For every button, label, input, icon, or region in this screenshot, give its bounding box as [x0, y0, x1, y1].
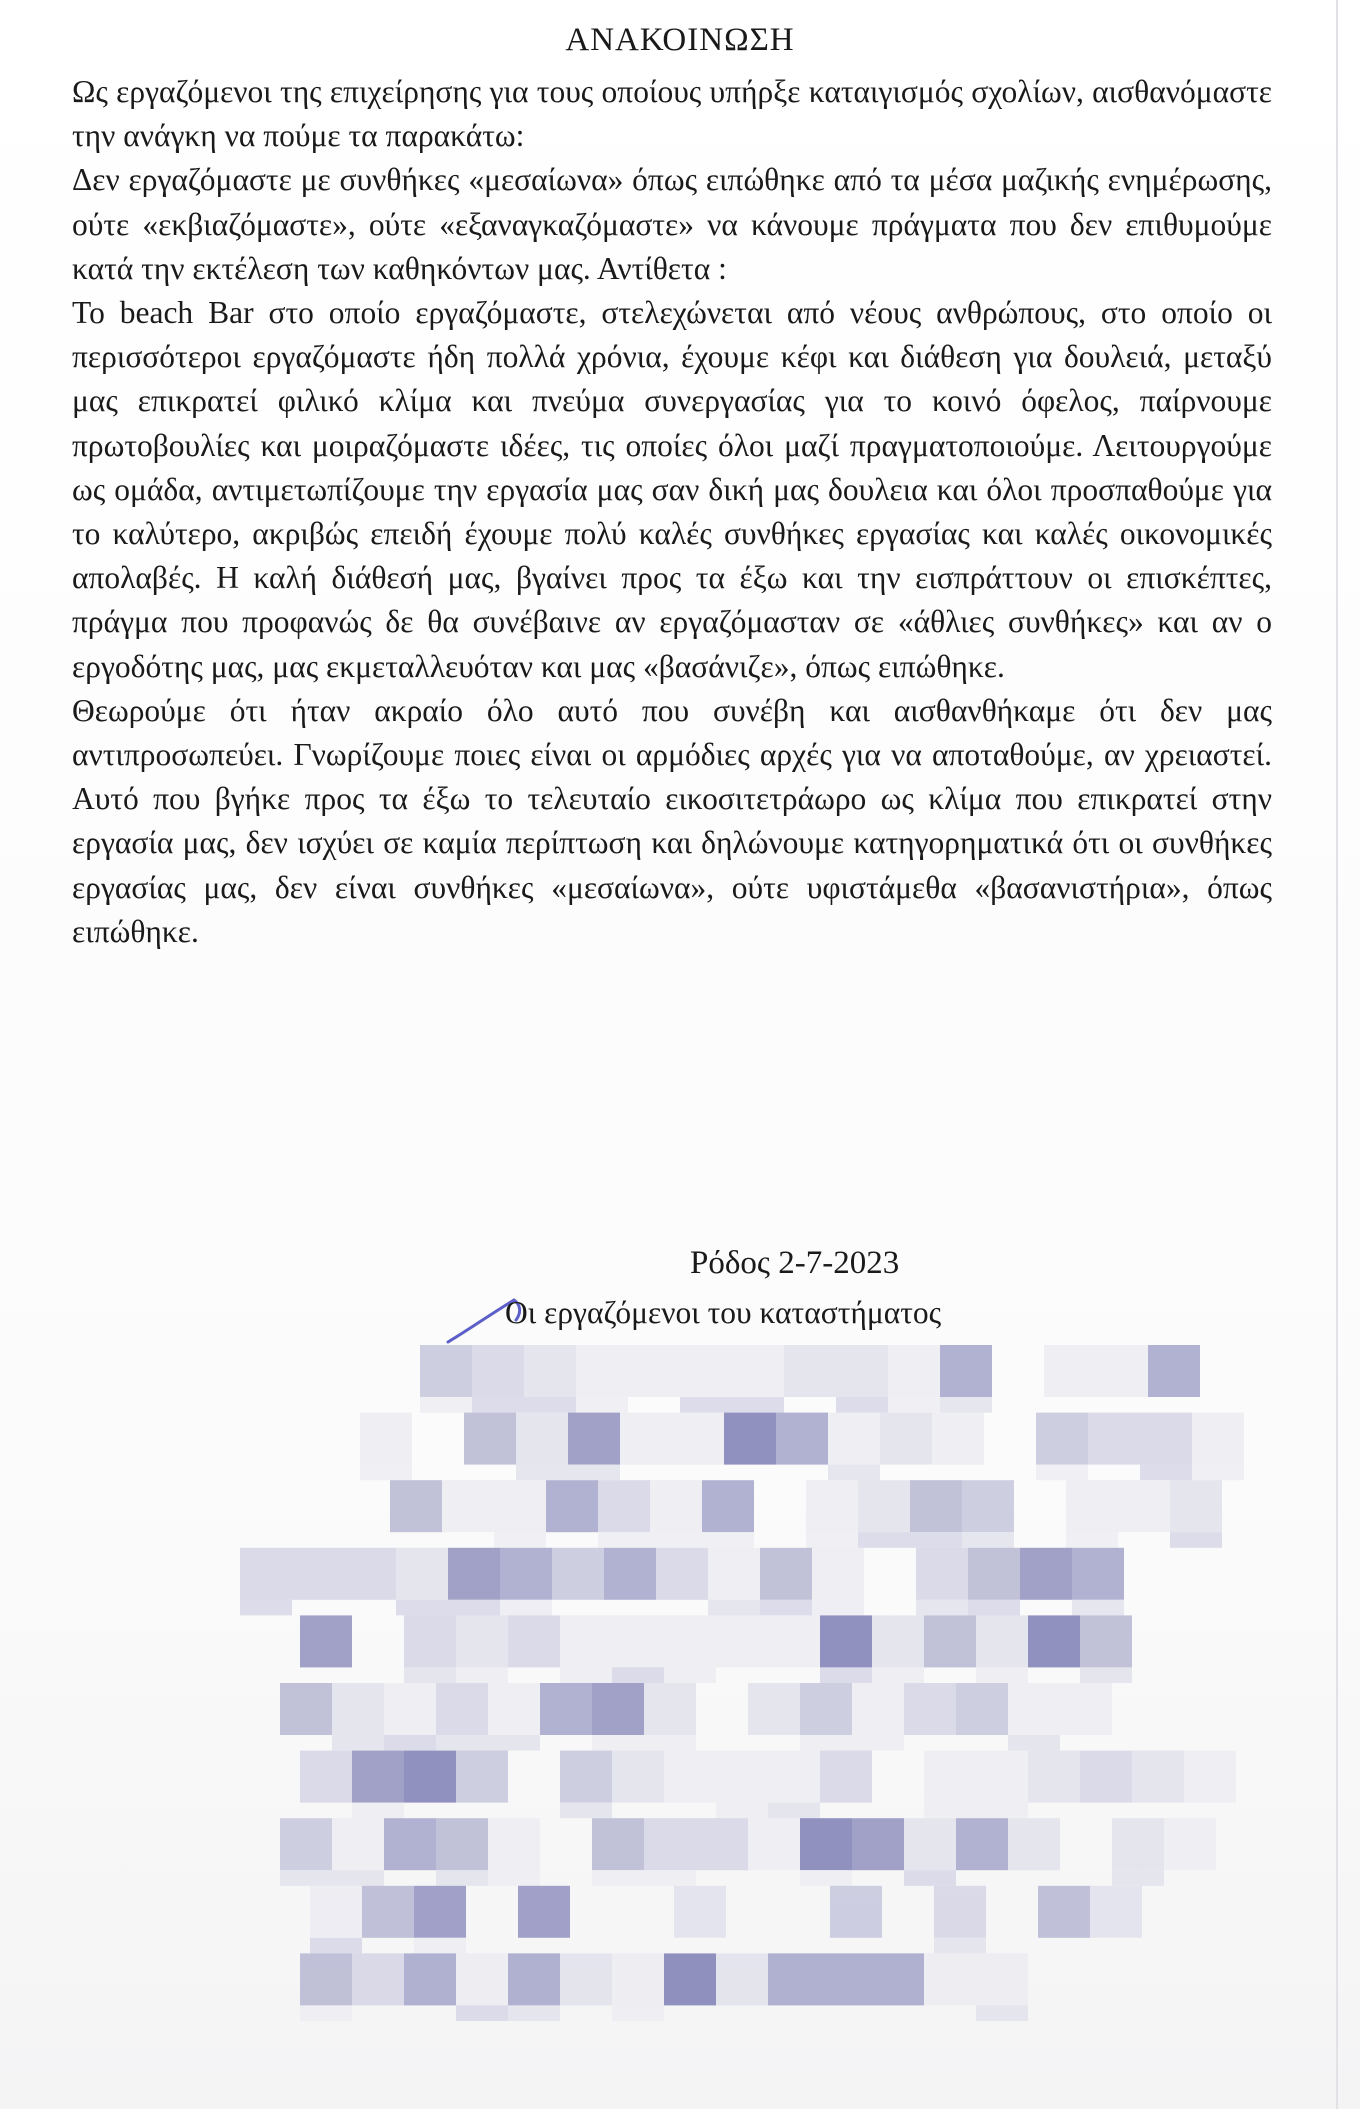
redaction-pixel	[768, 1751, 820, 1803]
redaction-pixel	[576, 1397, 628, 1413]
redaction-pixel	[472, 1345, 524, 1397]
redaction-pixel	[916, 1548, 968, 1600]
redaction-pixel	[716, 1803, 768, 1819]
redaction-pixel	[332, 1870, 384, 1886]
redaction-pixel	[956, 1683, 1008, 1735]
redaction-pixel	[576, 1345, 628, 1397]
redaction-pixel	[664, 1751, 716, 1803]
redaction-pixel	[880, 1413, 932, 1465]
paragraph-workplace: Το beach Bar στο οποίο εργαζόμαστε, στελεχώνεται από νέους ανθρώπους, στο οποίο οι περισσότεροι εργαζόμαστε ήδη πολλά χρόνια, έχουμε κέφι και διάθεση για δουλειά, μεταξύ μας επικρατεί φιλικό κλίμα και πνεύμα συνεργασίας για το κοινό όφελος, παίρνουμε πρωτοβουλίες και μοιραζόμαστε ιδέες, τις οποίες όλοι μαζί πραγματοποιούμε. Λειτουργούμε ως ομάδα, αντιμετωπίζουμε την εργασία μας σαν δική μας δουλεια και όλοι προσπαθούμε για το καλύτερο, ακριβώς επειδή έχουμε πολύ καλές συνθήκες εργασίας και καλές οικονομικές απολαβές. Η καλή διάθεσή μας, βγαίνει προς τα έξω και την εισπράττουν οι επισκέπτες, πράγμα που προφανώς δε θα συνέβαινε αν εργαζόμασταν σε «άθλιες συνθήκες» και αν ο εργοδότης μας, μας εκμεταλλευόταν και μας «βασάνιζε», όπως ειπώθηκε.	[72, 295, 1272, 684]
redaction-pixel	[516, 1413, 568, 1465]
redaction-pixel	[592, 1735, 644, 1751]
redaction-pixel	[500, 1548, 552, 1600]
redaction-pixel	[396, 1600, 448, 1616]
redaction-pixel	[442, 1480, 494, 1532]
redaction-pixel	[552, 1548, 604, 1600]
paragraph-intro: Ως εργαζόμενοι της επιχείρησης για τους οποίους υπήρξε καταιγισμός σχολίων, αισθανόμαστε την ανάγκη να πούμε τα παρακάτω:	[72, 74, 1272, 154]
redaction-pixel	[1096, 1345, 1148, 1397]
redaction-pixel	[1008, 1683, 1060, 1735]
redaction-pixel	[976, 2005, 1028, 2021]
redaction-pixel	[524, 1397, 576, 1413]
redaction-pixel	[628, 1345, 680, 1397]
notice-title: ΑΝΑΚΟΙΝΩΣΗ	[565, 22, 795, 58]
redaction-pixel	[1184, 1751, 1236, 1803]
redaction-pixel	[560, 1953, 612, 2005]
redaction-pixel	[488, 1870, 540, 1886]
redaction-pixel	[664, 1953, 716, 2005]
redaction-pixel	[674, 1886, 726, 1938]
redaction-pixel	[732, 1345, 784, 1397]
redaction-pixel	[500, 1600, 552, 1616]
redaction-pixel	[800, 1683, 852, 1735]
redaction-pixel	[384, 1683, 436, 1735]
redaction-pixel	[820, 1751, 872, 1803]
redaction-pixel	[1060, 1683, 1112, 1735]
redaction-pixel	[820, 1615, 872, 1667]
redaction-pixel	[656, 1548, 708, 1600]
redaction-pixel	[708, 1548, 760, 1600]
redaction-pixel	[300, 1751, 352, 1803]
redaction-pixel	[518, 1886, 570, 1938]
redaction-pixel	[360, 1465, 412, 1481]
redaction-pixel	[852, 1735, 904, 1751]
redaction-pixel	[384, 1818, 436, 1870]
redaction-pixel	[1044, 1345, 1096, 1397]
redaction-pixel	[612, 2005, 664, 2021]
redaction-pixel	[828, 1413, 880, 1465]
redaction-pixel	[934, 1938, 986, 1954]
redaction-pixel	[852, 1683, 904, 1735]
redaction-pixel	[332, 1683, 384, 1735]
redaction-pixel	[680, 1345, 732, 1397]
redaction-pixel	[924, 1953, 976, 2005]
redaction-pixel	[404, 1615, 456, 1667]
redaction-pixel	[384, 1735, 436, 1751]
redaction-pixel	[888, 1397, 940, 1413]
redaction-pixel	[888, 1345, 940, 1397]
redaction-pixel	[1112, 1818, 1164, 1870]
redaction-pixel	[436, 1818, 488, 1870]
redaction-pixel	[664, 1615, 716, 1667]
redaction-pixel	[546, 1480, 598, 1532]
redaction-pixel	[414, 1886, 466, 1938]
redaction-pixel	[494, 1480, 546, 1532]
redaction-pixel	[872, 1667, 924, 1683]
redaction-pixel	[872, 1615, 924, 1667]
redaction-pixel	[768, 1803, 820, 1819]
redaction-pixel	[300, 1953, 352, 2005]
redaction-pixel	[962, 1532, 1014, 1548]
redaction-pixel	[1028, 1615, 1080, 1667]
redaction-pixel	[940, 1345, 992, 1397]
redaction-pixel	[414, 1938, 466, 1954]
redaction-pixel	[390, 1480, 442, 1532]
redaction-pixel	[280, 1870, 332, 1886]
redaction-pixel	[968, 1600, 1020, 1616]
redaction-pixel	[592, 1870, 644, 1886]
redaction-pixel	[910, 1480, 962, 1532]
redaction-pixel	[508, 2005, 560, 2021]
redaction-pixel	[300, 1615, 352, 1667]
redaction-pixel	[904, 1818, 956, 1870]
redaction-pixel	[760, 1600, 812, 1616]
redaction-pixel	[1080, 1615, 1132, 1667]
redaction-pixel	[604, 1548, 656, 1600]
redaction-pixel	[800, 1818, 852, 1870]
redaction-pixel	[404, 1667, 456, 1683]
redaction-pixel	[1036, 1465, 1088, 1481]
redaction-pixel	[680, 1397, 732, 1413]
redaction-pixel	[1148, 1345, 1200, 1397]
redaction-pixel	[932, 1413, 984, 1465]
redaction-pixel	[436, 1870, 488, 1886]
redaction-pixel	[420, 1397, 472, 1413]
redaction-pixel	[592, 1818, 644, 1870]
redaction-pixel	[858, 1532, 910, 1548]
redaction-pixel	[598, 1532, 650, 1548]
redaction-pixel	[1066, 1532, 1118, 1548]
redaction-pixel	[612, 1615, 664, 1667]
redaction-pixel	[858, 1480, 910, 1532]
redaction-pixel	[1140, 1413, 1192, 1465]
redaction-pixel	[344, 1548, 396, 1600]
redaction-pixel	[1118, 1480, 1170, 1532]
redaction-pixel	[332, 1735, 384, 1751]
redaction-pixel	[1192, 1465, 1244, 1481]
redaction-pixel	[620, 1413, 672, 1465]
redaction-pixel	[820, 1953, 872, 2005]
redaction-pixel	[280, 1818, 332, 1870]
redaction-pixel	[1066, 1480, 1118, 1532]
redaction-pixel	[240, 1600, 292, 1616]
redaction-pixel	[904, 1683, 956, 1735]
redaction-pixel	[650, 1532, 702, 1548]
redaction-pixel	[396, 1548, 448, 1600]
redaction-pixel	[1028, 1751, 1080, 1803]
redaction-pixel	[456, 1953, 508, 2005]
redaction-pixel	[1112, 1870, 1164, 1886]
redaction-pixel	[708, 1600, 760, 1616]
redaction-pixel	[716, 1615, 768, 1667]
redaction-pixel	[1090, 1886, 1142, 1938]
redaction-pixel	[1008, 1735, 1060, 1751]
date-line: Ρόδος 2-7-2023	[690, 1245, 900, 1281]
redaction-pixel	[644, 1870, 696, 1886]
redaction-pixel	[1036, 1413, 1088, 1465]
paragraph-denial: Δεν εργαζόμαστε με συνθήκες «μεσαίωνα» όπως ειπώθηκε από τα μέσα μαζικής ενημέρωσης, ούτε «εκβιαζόμαστε», ούτε «εξαναγκαζόμαστε» να κάνουμε πράγματα που δεν επιθυμούμε κατά την εκτέλεση των καθηκόντων μας. Αντίθετα :	[72, 162, 1272, 286]
redaction-pixel	[934, 1886, 986, 1938]
redaction-pixel	[494, 1532, 546, 1548]
paragraph-conclusion: Θεωρούμε ότι ήταν ακραίο όλο αυτό που συνέβη και αισθανθήκαμε ότι δεν μας αντιπροσωπεύει. Γνωρίζουμε ποιες είναι οι αρμόδιες αρχές για να αποταθούμε, αν χρειαστεί. Αυτό που βγήκε προς τα έξω το τελευταίο εικοσιτετράωρο ως κλίμα που επικρατεί στην εργασία μας, δεν ισχύει σε καμία περίπτωση και δηλώνουμε κατηγορηματικά ότι οι συνθήκες εργασίας μας, δεν είναι συνθήκες «μεσαίωνα», ούτε υφιστάμεθα «βασανιστήρια», όπως ειπώθηκε.	[72, 692, 1272, 949]
redaction-pixel	[976, 1953, 1028, 2005]
redaction-pixel	[830, 1886, 882, 1938]
redaction-pixel	[508, 1953, 560, 2005]
redaction-pixel	[976, 1667, 1028, 1683]
redaction-pixel	[448, 1548, 500, 1600]
redaction-pixel	[1170, 1532, 1222, 1548]
redaction-pixel	[768, 1953, 820, 2005]
redaction-pixel	[768, 1615, 820, 1667]
redaction-pixel	[672, 1413, 724, 1465]
redaction-pixel	[456, 2005, 508, 2021]
redaction-pixel	[904, 1870, 956, 1886]
redaction-pixel	[1170, 1480, 1222, 1532]
redaction-pixel	[644, 1818, 696, 1870]
redaction-pixel	[352, 1751, 404, 1803]
redaction-pixel	[456, 1615, 508, 1667]
redaction-pixel	[836, 1397, 888, 1413]
redaction-pixel	[696, 1818, 748, 1870]
redaction-pixel	[436, 1735, 488, 1751]
redaction-pixel	[784, 1345, 836, 1397]
redaction-pixel	[592, 1683, 644, 1735]
redaction-pixel	[776, 1413, 828, 1465]
redaction-pixel	[612, 1667, 664, 1683]
redaction-pixel	[748, 1818, 800, 1870]
redaction-pixel	[760, 1548, 812, 1600]
redaction-pixel	[644, 1683, 696, 1735]
redaction-pixel	[240, 1548, 292, 1600]
redaction-pixel	[1132, 1751, 1184, 1803]
redaction-pixel	[976, 1615, 1028, 1667]
redaction-pixel	[836, 1345, 888, 1397]
redaction-pixel	[702, 1480, 754, 1532]
redaction-pixel	[280, 1683, 332, 1735]
redaction-pixel	[568, 1413, 620, 1465]
redaction-pixel	[724, 1413, 776, 1465]
redaction-pixel	[800, 1735, 852, 1751]
redaction-pixel	[448, 1600, 500, 1616]
redaction-pixel	[812, 1600, 864, 1616]
redaction-pixel	[332, 1818, 384, 1870]
redaction-pixel	[1080, 1667, 1132, 1683]
redaction-pixel	[748, 1683, 800, 1735]
redaction-pixel	[1080, 1751, 1132, 1803]
redaction-pixel	[598, 1480, 650, 1532]
redaction-pixel	[644, 1735, 696, 1751]
redaction-pixel	[924, 1751, 976, 1803]
redaction-pixel	[540, 1683, 592, 1735]
redaction-pixel	[916, 1600, 968, 1616]
redaction-pixel	[524, 1345, 576, 1397]
redaction-pixel	[352, 1953, 404, 2005]
redaction-pixel	[516, 1465, 568, 1481]
redaction-pixel	[488, 1735, 540, 1751]
redaction-pixel	[1140, 1465, 1192, 1481]
redaction-pixel	[404, 1751, 456, 1803]
redaction-pixel	[910, 1532, 962, 1548]
redaction-pixel	[1038, 1886, 1090, 1938]
redaction-pixel	[924, 1615, 976, 1667]
redaction-pixel	[352, 1803, 404, 1819]
redaction-pixel	[472, 1397, 524, 1413]
redaction-pixel	[872, 1953, 924, 2005]
redaction-pixel	[292, 1548, 344, 1600]
redaction-pixel	[940, 1397, 992, 1413]
redaction-pixel	[1164, 1818, 1216, 1870]
redaction-pixel	[828, 1465, 880, 1481]
redaction-pixel	[560, 1751, 612, 1803]
redaction-pixel	[852, 1818, 904, 1870]
signatories-line: Οι εργαζόμενοι του καταστήματος	[505, 1295, 942, 1330]
redaction-pixel	[362, 1886, 414, 1938]
redaction-pixel	[310, 1938, 362, 1954]
redaction-pixel	[420, 1345, 472, 1397]
redaction-pixel	[464, 1413, 516, 1465]
redaction-pixel	[1020, 1548, 1072, 1600]
redaction-pixel	[976, 1751, 1028, 1803]
redaction-pixel	[612, 1751, 664, 1803]
redaction-pixel	[968, 1548, 1020, 1600]
redaction-pixel	[1008, 1818, 1060, 1870]
redaction-pixel	[664, 1667, 716, 1683]
redaction-pixel	[560, 1667, 612, 1683]
redaction-pixel	[456, 1667, 508, 1683]
redaction-pixel	[456, 1751, 508, 1803]
redaction-pixel	[650, 1480, 702, 1532]
redaction-pixel	[1192, 1413, 1244, 1465]
redaction-pixel	[716, 1953, 768, 2005]
redaction-pixel	[732, 1397, 784, 1413]
redaction-pixel	[1072, 1600, 1124, 1616]
redaction-pixel	[310, 1886, 362, 1938]
redaction-pixel	[1072, 1548, 1124, 1600]
redaction-pixel	[360, 1413, 412, 1465]
redaction-pixel	[404, 1953, 456, 2005]
redaction-pixel	[436, 1683, 488, 1735]
redaction-pixel	[716, 1751, 768, 1803]
redaction-pixel	[800, 1870, 852, 1886]
redaction-pixel	[1088, 1413, 1140, 1465]
redaction-pixel	[820, 1667, 872, 1683]
redaction-pixel	[806, 1532, 858, 1548]
redaction-pixel	[924, 1803, 976, 1819]
redaction-pixel	[560, 1615, 612, 1667]
redaction-pixel	[976, 1803, 1028, 1819]
redaction-pixel	[702, 1532, 754, 1548]
redaction-pixel	[812, 1548, 864, 1600]
redaction-pixel	[962, 1480, 1014, 1532]
redaction-pixel	[806, 1480, 858, 1532]
redaction-pixel	[956, 1818, 1008, 1870]
redaction-pixel	[612, 1953, 664, 2005]
redaction-pixel	[488, 1818, 540, 1870]
redaction-pixel	[508, 1615, 560, 1667]
redaction-pixel	[300, 2005, 352, 2021]
redaction-pixel	[560, 1803, 612, 1819]
redaction-pixel	[568, 1465, 620, 1481]
redaction-pixel	[488, 1683, 540, 1735]
